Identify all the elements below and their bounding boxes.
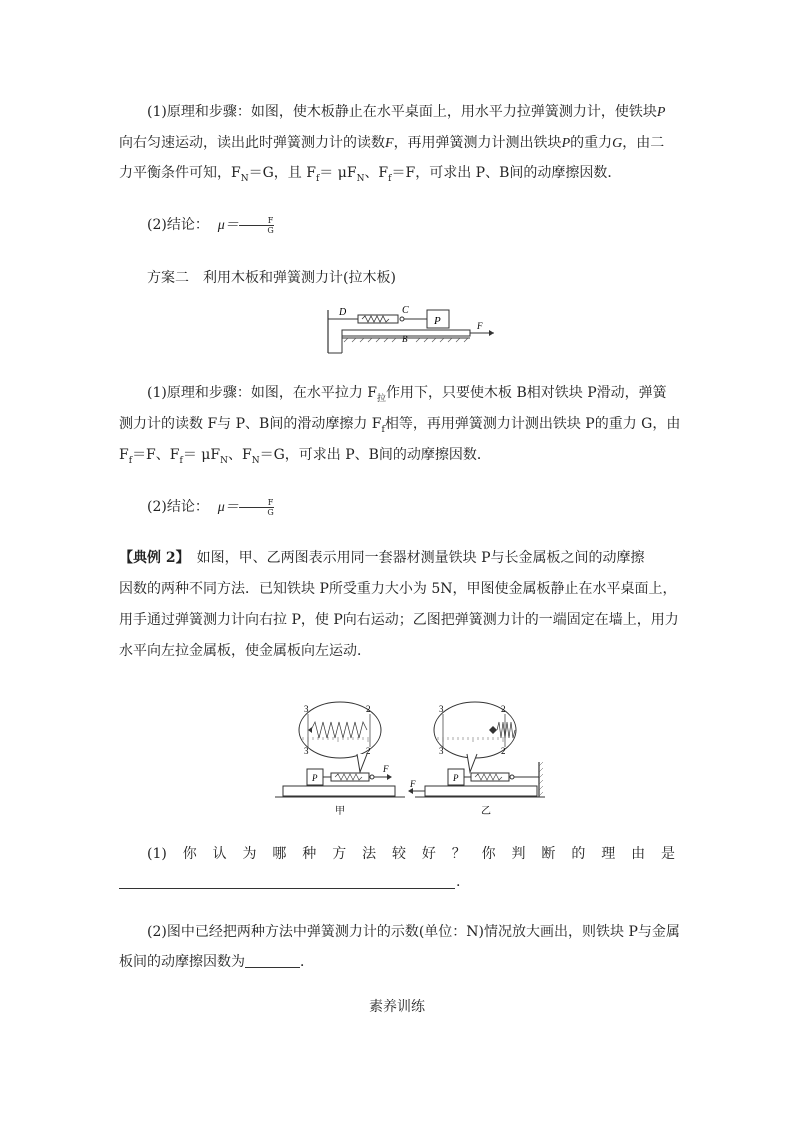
- s1-line1: (1)原理和步骤：如图，使木板静止在水平桌面上，用水平力拉弹簧测力计，使铁块P: [147, 104, 666, 120]
- q1-char: 断: [541, 846, 556, 862]
- q1-char: 较: [391, 846, 406, 862]
- q1-char: 理: [601, 846, 616, 862]
- scheme2-fig-c: C: [402, 305, 409, 316]
- fig-yi-tick-2-bottom: 2: [501, 746, 506, 756]
- ex-line4: 水平向左拉金属板，使金属板向左运动．: [119, 643, 371, 659]
- ex-line2: 因数的两种不同方法．已知铁块 P所受重力大小为 5N，甲图使金属板静止在水平桌面上，: [119, 581, 677, 597]
- fig-jia-label: 甲: [335, 806, 345, 817]
- scheme2-fig-f: F: [477, 321, 483, 331]
- fig-jia-tick-2-top: 2: [366, 704, 371, 714]
- q2-line2: 板间的动摩擦因数为 ．: [119, 954, 314, 970]
- fig-yi-tick-3-top: 3: [439, 704, 444, 714]
- q2-answer-blank[interactable]: [245, 953, 300, 968]
- q1-char: ？: [451, 846, 466, 862]
- q1-char: 由: [631, 846, 646, 862]
- scheme2-fig-p: P: [434, 315, 441, 327]
- q1-char: (1): [147, 846, 167, 862]
- q1-char: 是: [660, 846, 675, 862]
- q1-char: 方: [332, 846, 347, 862]
- ex-line1: 【典例 2】 如图，甲、乙两图表示用同一套器材测量铁块 P与长金属板之间的动摩擦: [119, 550, 645, 566]
- fig-jia-p: P: [312, 773, 318, 783]
- q1-char: 你: [182, 846, 197, 862]
- fraction-f-over-g: $\frac{F}{G}$: [239, 498, 275, 517]
- q1-char: 的: [571, 846, 586, 862]
- example-figure: [275, 692, 550, 817]
- fig-jia-tick-3-top: 3: [304, 704, 309, 714]
- s2-line2: 测力计的读数 F与 P、B间的滑动摩擦力 $F_f$相等，再用弹簧测力计测出铁块 P的重力 G，由: [119, 416, 681, 435]
- q1-answer-blank[interactable]: [119, 888, 455, 889]
- scheme2-title: 方案二 利用木板和弹簧测力计(拉木板): [147, 270, 396, 286]
- ex-line3: 用手通过弹簧测力计向右拉 P，使 P向右运动；乙图把弹簧测力计的一端固定在墙上，用力: [119, 612, 679, 628]
- q1-char: 为: [242, 846, 257, 862]
- footer-title: 素养训练: [369, 999, 425, 1015]
- fig-jia-f: F: [383, 764, 389, 774]
- scheme2-fig-d: D: [339, 307, 347, 318]
- s1-line3: 力平衡条件可知，$F_N=G$，且 $F_f= \mu F_N$、$F_f=F$，可求出 P、B间的动摩擦因数．: [119, 165, 622, 184]
- fig-jia-tick-2-bottom: 2: [366, 746, 371, 756]
- q1-end: .: [456, 874, 461, 890]
- fig-yi-f: F: [410, 779, 416, 789]
- s2-line1: (1)原理和步骤：如图，在水平拉力 $F_拉$作用下，只要使木板 B相对铁块 P滑动，弹簧: [147, 385, 667, 404]
- s2-line3: $F_f=F$、$F_f= \mu F_N$、$F_N=G$，可求出 P、B间的动摩擦因数．: [119, 447, 491, 466]
- q1-line: [147, 844, 675, 864]
- scheme2-fig-b: B: [402, 334, 408, 344]
- q1-char: 好: [421, 846, 436, 862]
- fig-yi-tick-3-bottom: 3: [439, 746, 444, 756]
- s1-conclusion: (2)结论： μ＝ $\frac{F}{G}$: [147, 215, 274, 235]
- scheme2-figure: [322, 305, 502, 357]
- fig-yi-p: P: [453, 773, 459, 783]
- q2-line1: (2)图中已经把两种方法中弹簧测力计的示数(单位：N)情况放大画出，则铁块 P与金属: [147, 924, 680, 940]
- fig-jia-tick-3-bottom: 3: [304, 746, 309, 756]
- fraction-f-over-g: $\frac{F}{G}$: [239, 216, 275, 235]
- fig-yi-label: 乙: [481, 806, 491, 817]
- q1-char: 判: [511, 846, 526, 862]
- q1-char: 种: [302, 846, 317, 862]
- q1-char: 哪: [272, 846, 287, 862]
- q1-char: 认: [212, 846, 227, 862]
- s1-line2: 向右匀速运动，读出此时弹簧测力计的读数F，再用弹簧测力计测出铁块P的重力G，由二: [119, 135, 665, 151]
- s2-conclusion: (2)结论： μ＝ $\frac{F}{G}$: [147, 497, 274, 517]
- q1-char: 你: [481, 846, 496, 862]
- fig-yi-tick-2-top: 2: [501, 704, 506, 714]
- q1-char: 法: [362, 846, 377, 862]
